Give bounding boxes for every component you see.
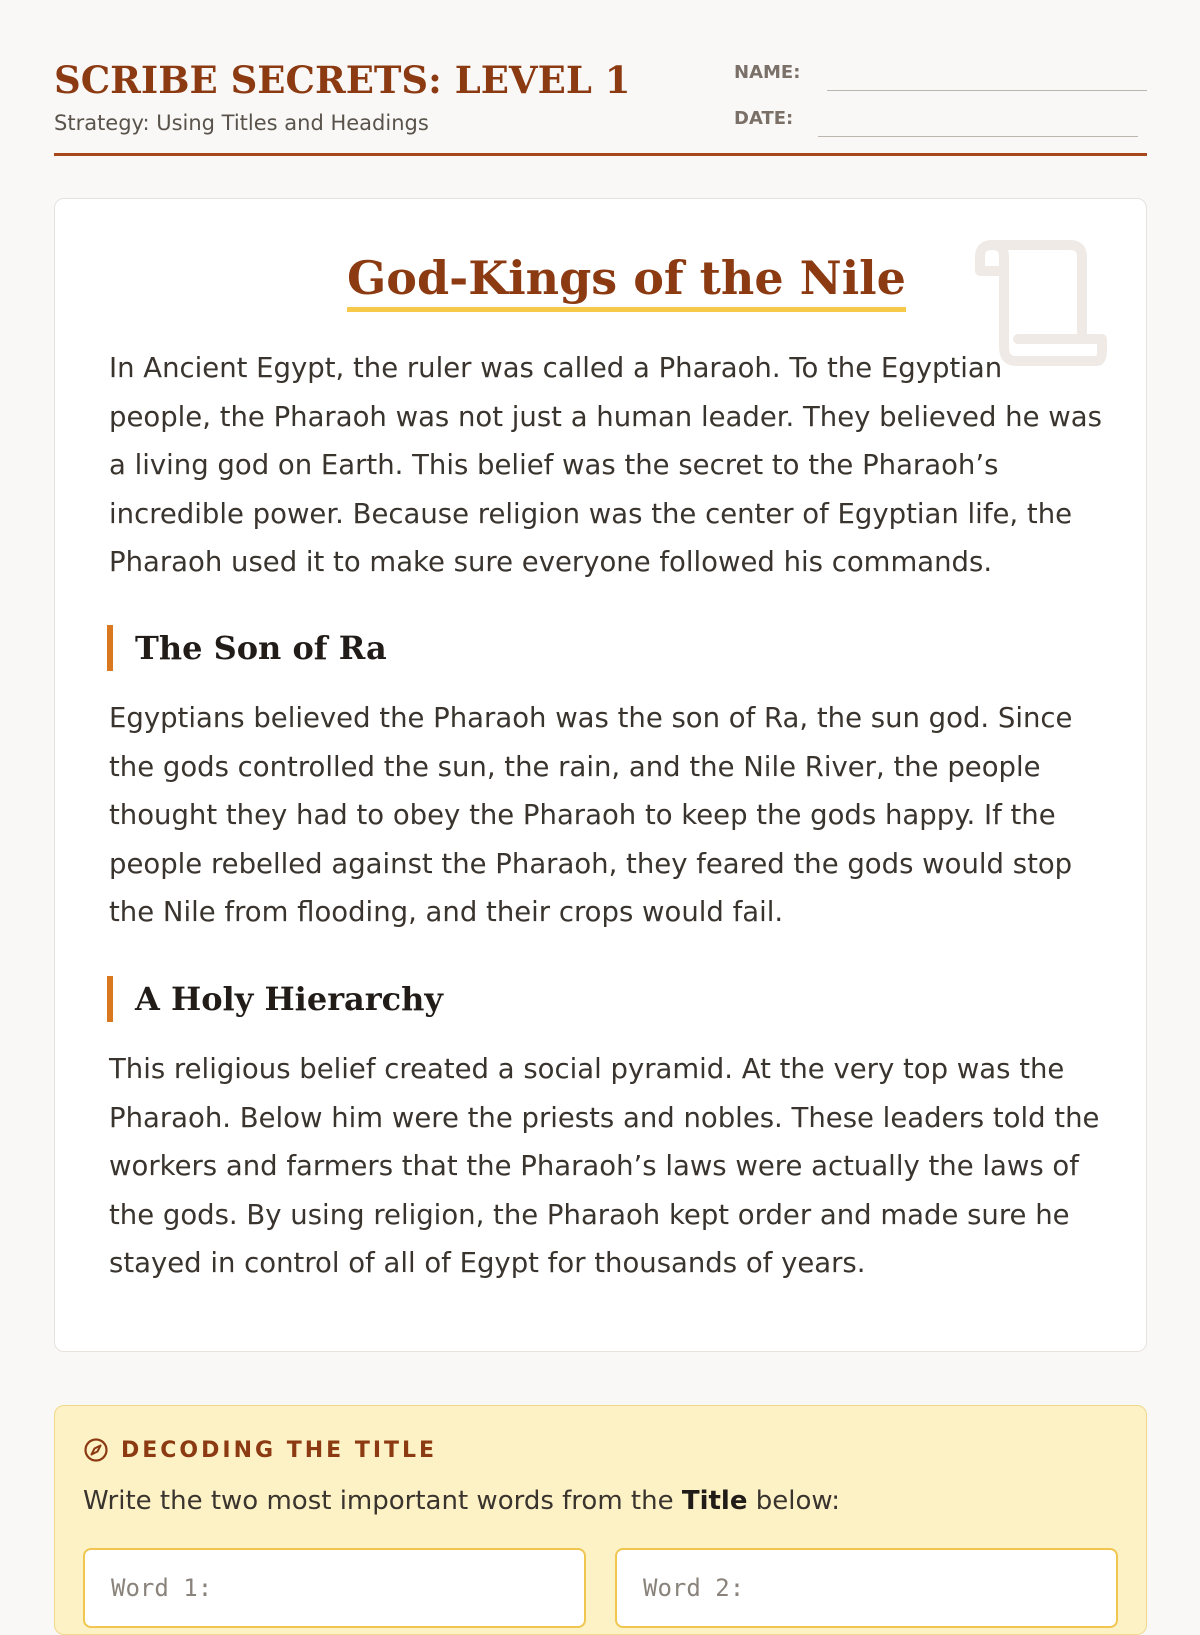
name-field-line[interactable]	[827, 90, 1147, 91]
section-heading-son-of-ra: The Son of Ra	[107, 625, 387, 671]
date-label: DATE:	[734, 108, 794, 129]
task-heading	[83, 1436, 437, 1464]
word-2-input[interactable]	[615, 1548, 1118, 1628]
story-title: God-Kings of the Nile	[347, 251, 906, 312]
date-field-line[interactable]	[818, 136, 1138, 137]
instructions-text-end: below:	[747, 1486, 840, 1516]
reading-passage-card	[54, 198, 1147, 1352]
worksheet-title: SCRIBE SECRETS: LEVEL 1	[54, 58, 631, 102]
instructions-bold-word: Title	[681, 1486, 748, 1516]
strategy-subtitle: Strategy: Using Titles and Headings	[54, 111, 429, 135]
task-heading-label: DECODING THE TITLE	[121, 1437, 438, 1463]
decoding-title-task	[54, 1405, 1147, 1635]
name-label: NAME:	[734, 62, 801, 83]
section-heading-holy-hierarchy: A Holy Hierarchy	[107, 976, 443, 1022]
section-paragraph-holy-hierarchy: This religious belief created a social pyramid. At the very top was the Pharaoh. Below him were the priests and nobles. These leaders told the workers and farmers that the Pharaoh’s laws were actually the laws of the gods. By using religion, the Pharaoh kept order and made sure he stayed in control of all of Egypt for thousands of years.	[109, 1053, 1100, 1279]
compass-icon	[83, 1437, 109, 1463]
intro-paragraph: In Ancient Egypt, the ruler was called a Pharaoh. To the Egyptian people, the Pharaoh was not just a human leader. They believed he was a living god on Earth. This belief was the secret to the Pharaoh’s incredible power. Because religion was the center of Egyptian life, the Pharaoh used it to make sure everyone followed his commands.	[109, 352, 1102, 578]
task-instructions	[83, 1486, 840, 1516]
instructions-text: Write the two most important words from the	[83, 1486, 682, 1516]
worksheet-header	[54, 54, 1147, 156]
word-1-input[interactable]	[83, 1548, 586, 1628]
section-paragraph-son-of-ra: Egyptians believed the Pharaoh was the son of Ra, the sun god. Since the gods controlled the sun, the rain, and the Nile River, the people thought they had to obey the Pharaoh to keep the gods happy. If the people rebelled against the Pharaoh, they feared the gods would stop the Nile from flooding, and their crops would fail.	[109, 702, 1073, 928]
